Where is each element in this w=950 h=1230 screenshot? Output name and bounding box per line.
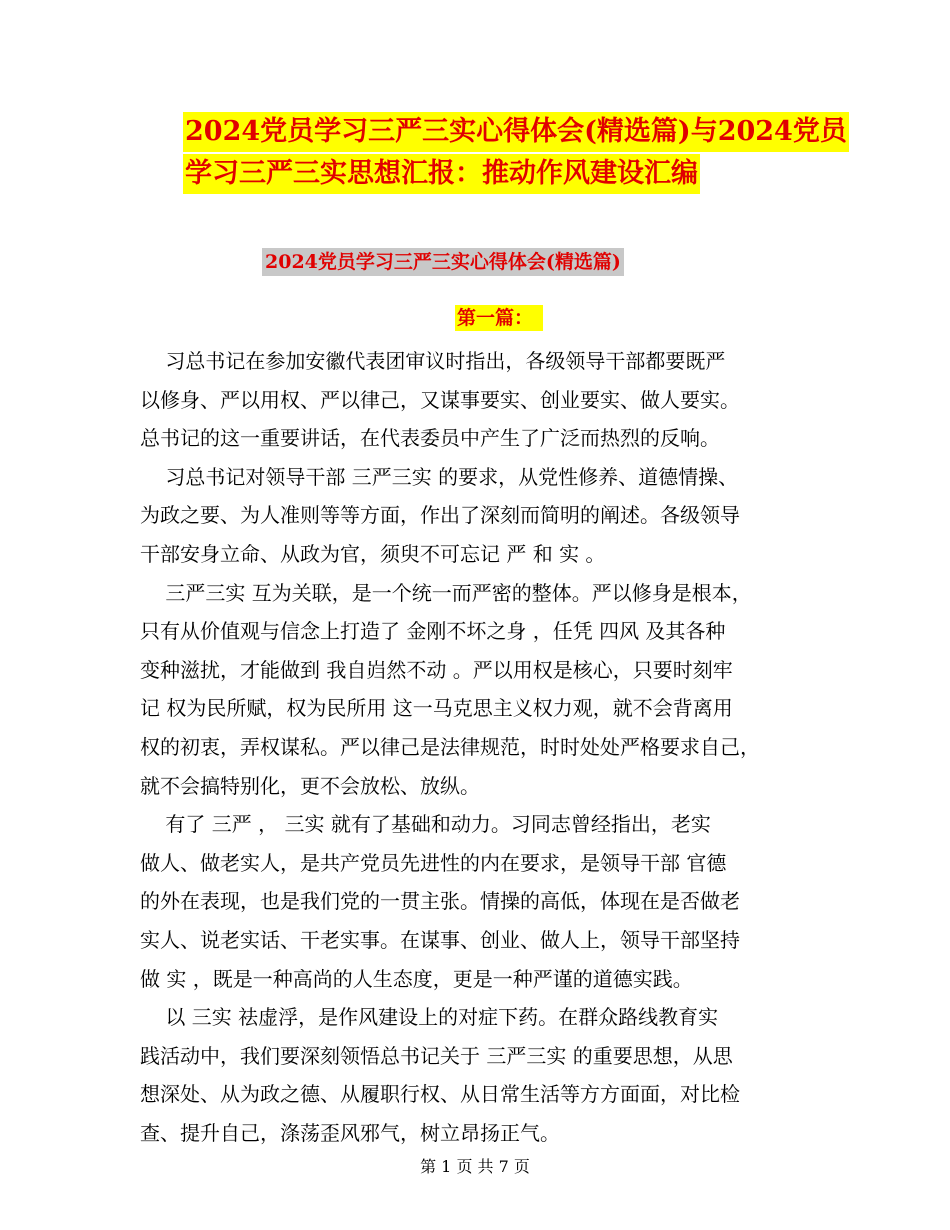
paragraph-line: 习总书记对领导干部 三严三实 的要求，从党性修养、道德情操、 xyxy=(140,464,739,489)
paragraph-line: 践活动中，我们要深刻领悟总书记关于 三严三实 的重要思想，从思 xyxy=(140,1043,733,1068)
paragraph-line: 只有从价值观与信念上打造了 金刚不坏之身 ，任凭 四风 及其各种 xyxy=(140,619,726,644)
paragraph xyxy=(140,458,820,574)
paragraph xyxy=(140,998,820,1152)
paragraph-line: 的外在表现，也是我们党的一贯主张。情操的高低，体现在是否做老 xyxy=(140,889,740,914)
paragraph xyxy=(140,574,820,806)
paragraph-line: 就不会搞特别化，更不会放松、放纵。 xyxy=(140,773,480,798)
paragraph-line: 查、提升自己，涤荡歪风邪气，树立昂扬正气。 xyxy=(140,1120,560,1145)
paragraph-line: 做 实 ，既是一种高尚的人生态度，更是一种严谨的道德实践。 xyxy=(140,966,693,991)
paragraph-line: 有了 三严 ， 三实 就有了基础和动力。习同志曾经指出，老实 xyxy=(140,812,711,837)
paragraph-line: 三严三实 互为关联，是一个统一而严密的整体。严以修身是根本， xyxy=(140,580,752,605)
paragraph xyxy=(140,805,820,998)
paragraph-line: 习总书记在参加安徽代表团审议时指出，各级领导干部都要既严 xyxy=(140,349,726,373)
paragraph xyxy=(140,342,820,458)
paragraph-line: 实人、说老实话、干老实事。在谋事、创业、做人上，领导干部坚持 xyxy=(140,927,740,952)
paragraph-line: 为政之要、为人准则等等方面，作出了深刻而简明的阐述。各级领导 xyxy=(140,503,740,528)
paragraph-line: 做人、做老实人，是共产党员先进性的内在要求，是领导干部 官德 xyxy=(140,850,727,875)
title-line-1: 2024党员学习三严三实心得体会(精选篇)与2024党员 xyxy=(183,112,849,152)
paragraph-line: 变种滋扰，才能做到 我自岿然不动 。严以用权是核心，只要时刻牢 xyxy=(140,657,733,682)
document-body xyxy=(140,342,820,1152)
document-subtitle: 2024党员学习三严三实心得体会(精选篇) xyxy=(262,248,624,276)
paragraph-line: 权的初衷，弄权谋私。严以律己是法律规范，时时处处严格要求自己， xyxy=(140,734,760,759)
page-footer: 第 1 页 共 7 页 xyxy=(420,1157,530,1176)
paragraph-line: 干部安身立命、从政为官，须臾不可忘记 严 和 实 。 xyxy=(140,541,606,566)
paragraph-line: 记 权为民所赋，权为民所用 这一马克思主义权力观，就不会背离用 xyxy=(140,696,733,721)
paragraph-line: 以 三实 祛虚浮，是作风建设上的对症下药。在群众路线教育实 xyxy=(140,1005,719,1030)
paragraph-line: 以修身、严以用权、严以律己，又谋事要实、创业要实、做人要实。 xyxy=(140,387,740,412)
title-line-2: 学习三严三实思想汇报：推动作风建设汇编 xyxy=(183,154,700,194)
paragraph-line: 总书记的这一重要讲话，在代表委员中产生了广泛而热烈的反响。 xyxy=(140,426,720,451)
paragraph-line: 想深处、从为政之德、从履职行权、从日常生活等方方面面，对比检 xyxy=(140,1082,740,1107)
section-heading: 第一篇： xyxy=(455,305,543,331)
